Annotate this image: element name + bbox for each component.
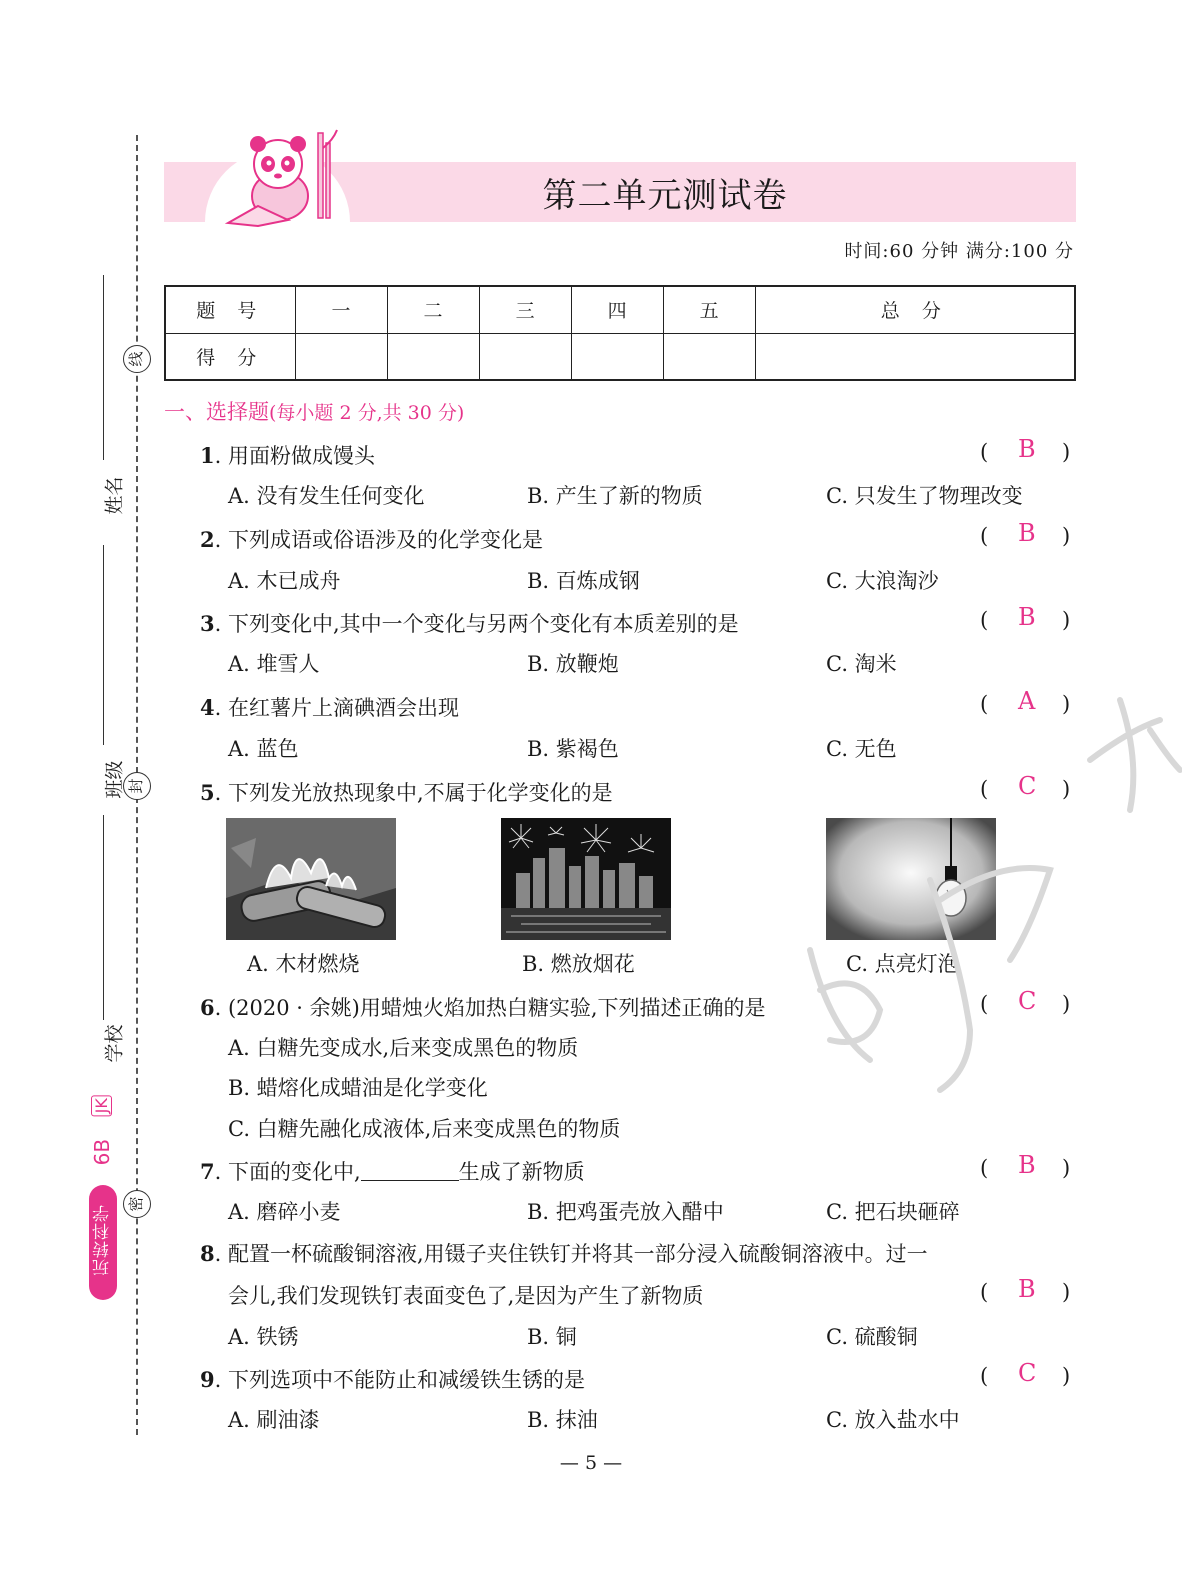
option-c: C. 淘米 bbox=[826, 652, 897, 676]
question-number: 3 bbox=[200, 611, 215, 636]
question-text: . 配置一杯硫酸铜溶液,用镊子夹住铁钉并将其一部分浸入硫酸铜溶液中。过一 bbox=[214, 1242, 928, 1266]
class-rule bbox=[103, 545, 104, 745]
answer-mark: B bbox=[1018, 1275, 1036, 1303]
score-input-cell[interactable] bbox=[479, 333, 571, 380]
school-label: 学校 bbox=[103, 1024, 126, 1063]
question-number: 5 bbox=[200, 780, 215, 805]
seal-xian: 线 bbox=[123, 345, 151, 373]
option-b: B. 抹油 bbox=[527, 1408, 598, 1432]
answer-mark: C bbox=[1018, 987, 1037, 1015]
question-text: . 下列选项中不能防止和减缓铁生锈的是 bbox=[214, 1368, 585, 1392]
answer-mark: B bbox=[1018, 435, 1036, 463]
table-cell: 题 号 bbox=[165, 286, 295, 333]
option-a: A. 堆雪人 bbox=[228, 652, 320, 676]
table-cell: 四 bbox=[571, 286, 663, 333]
option-a: A. 木已成舟 bbox=[228, 569, 341, 593]
option-b: B. 把鸡蛋壳放入醋中 bbox=[527, 1200, 724, 1224]
option-a: A. 蓝色 bbox=[228, 737, 299, 761]
score-input-cell[interactable] bbox=[755, 333, 1075, 380]
caption-a: A. 木材燃烧 bbox=[247, 952, 360, 976]
watermark-strokes bbox=[790, 660, 1182, 1100]
seal-feng: 封 bbox=[123, 772, 151, 800]
answer-mark: B bbox=[1018, 519, 1036, 547]
fireworks-image bbox=[501, 818, 671, 940]
question-2 bbox=[200, 524, 543, 554]
score-input-cell[interactable] bbox=[295, 333, 387, 380]
question-text: . 下列发光放热现象中,不属于化学变化的是 bbox=[214, 781, 613, 805]
option-c: C. 硫酸铜 bbox=[826, 1325, 918, 1349]
score-table-header-row bbox=[165, 286, 1075, 333]
burning-wood-image bbox=[226, 818, 396, 940]
option-a: A. 刷油漆 bbox=[228, 1408, 320, 1432]
question-3 bbox=[200, 608, 739, 638]
school-rule bbox=[103, 815, 104, 1020]
question-text-after: 生成了新物质 bbox=[458, 1160, 585, 1184]
fill-blank[interactable] bbox=[361, 1161, 459, 1181]
section-note: (每小题 2 分,共 30 分) bbox=[269, 402, 465, 424]
brand-badge: 玩转科学 bbox=[89, 1185, 117, 1300]
answer-mark: B bbox=[1018, 1151, 1036, 1179]
section-title bbox=[164, 396, 464, 426]
option-c: C. 大浪淘沙 bbox=[826, 569, 939, 593]
question-number: 6 bbox=[200, 995, 215, 1020]
score-input-cell[interactable] bbox=[663, 333, 755, 380]
name-rule bbox=[103, 275, 104, 460]
time-score-info: 时间:60 分钟 满分:100 分 bbox=[844, 241, 1074, 262]
question-text: . 下列成语或俗语涉及的化学变化是 bbox=[214, 528, 543, 552]
table-cell: 五 bbox=[663, 286, 755, 333]
caption-c: C. 点亮灯泡 bbox=[846, 952, 959, 976]
answer-mark: A bbox=[1018, 687, 1036, 715]
table-cell: 总 分 bbox=[755, 286, 1075, 333]
question-4 bbox=[200, 692, 459, 722]
score-input-cell[interactable] bbox=[571, 333, 663, 380]
question-6 bbox=[200, 992, 766, 1022]
table-cell: 二 bbox=[387, 286, 479, 333]
option-c: C. 无色 bbox=[826, 737, 897, 761]
option-b: B. 放鞭炮 bbox=[527, 652, 619, 676]
option-b: B. 铜 bbox=[527, 1325, 577, 1349]
score-table bbox=[164, 285, 1076, 381]
answer-mark: C bbox=[1018, 1359, 1037, 1387]
option-c: C. 放入盐水中 bbox=[826, 1408, 960, 1432]
answer-mark: C bbox=[1018, 772, 1037, 800]
question-1 bbox=[200, 440, 375, 470]
question-8 bbox=[200, 1238, 928, 1268]
question-text: . 在红薯片上滴碘酒会出现 bbox=[214, 696, 459, 720]
page-number: — 5 — bbox=[559, 1452, 623, 1474]
question-number: 9 bbox=[200, 1367, 215, 1392]
question-text: . (2020 · 余姚)用蜡烛火焰加热白糖实验,下列描述正确的是 bbox=[214, 996, 766, 1020]
name-label: 姓名 bbox=[103, 476, 126, 515]
question-text: . 用面粉做成馒头 bbox=[214, 444, 375, 468]
option-b: B. 百炼成钢 bbox=[527, 569, 640, 593]
question-text: . 下列变化中,其中一个变化与另两个变化有本质差别的是 bbox=[214, 612, 739, 636]
option-c: C. 白糖先融化成液体,后来变成黑色的物质 bbox=[228, 1117, 621, 1141]
question-9 bbox=[200, 1364, 585, 1394]
page-title: 第二单元测试卷 bbox=[542, 176, 788, 216]
question-5 bbox=[200, 777, 613, 807]
table-cell: 一 bbox=[295, 286, 387, 333]
seal-mi: 密 bbox=[123, 1190, 151, 1218]
question-8-line2: 会儿,我们发现铁钉表面变色了,是因为产生了新物质 bbox=[228, 1284, 704, 1308]
option-a: A. 铁锈 bbox=[228, 1325, 299, 1349]
panda-icon bbox=[218, 128, 338, 228]
option-c: C. 把石块砸碎 bbox=[826, 1200, 960, 1224]
question-number: 4 bbox=[200, 695, 215, 720]
question-7 bbox=[200, 1156, 585, 1186]
table-cell: 得 分 bbox=[165, 333, 295, 380]
option-b: B. 蜡熔化成蜡油是化学变化 bbox=[228, 1076, 488, 1100]
question-number: 7 bbox=[200, 1159, 215, 1184]
edition-code: JK bbox=[91, 1095, 112, 1116]
question-number: 1 bbox=[200, 443, 215, 468]
table-cell: 三 bbox=[479, 286, 571, 333]
score-input-cell[interactable] bbox=[387, 333, 479, 380]
grade-code: 6B bbox=[90, 1138, 114, 1166]
grade-edition bbox=[90, 1095, 118, 1165]
answer-mark: B bbox=[1018, 603, 1036, 631]
option-b: B. 紫褐色 bbox=[527, 737, 619, 761]
question-number: 8 bbox=[200, 1241, 215, 1266]
score-table-score-row bbox=[165, 333, 1075, 380]
option-a: A. 没有发生任何变化 bbox=[228, 484, 425, 508]
question-number: 2 bbox=[200, 527, 215, 552]
option-c: C. 只发生了物理改变 bbox=[826, 484, 1023, 508]
option-b: B. 产生了新的物质 bbox=[527, 484, 703, 508]
option-a: A. 磨碎小麦 bbox=[228, 1200, 341, 1224]
option-a: A. 白糖先变成水,后来变成黑色的物质 bbox=[228, 1036, 579, 1060]
question-text: . 下面的变化中, bbox=[214, 1160, 361, 1184]
section-name: 一、选择题 bbox=[164, 400, 269, 424]
class-label: 班级 bbox=[103, 760, 126, 799]
caption-b: B. 燃放烟花 bbox=[522, 952, 635, 976]
